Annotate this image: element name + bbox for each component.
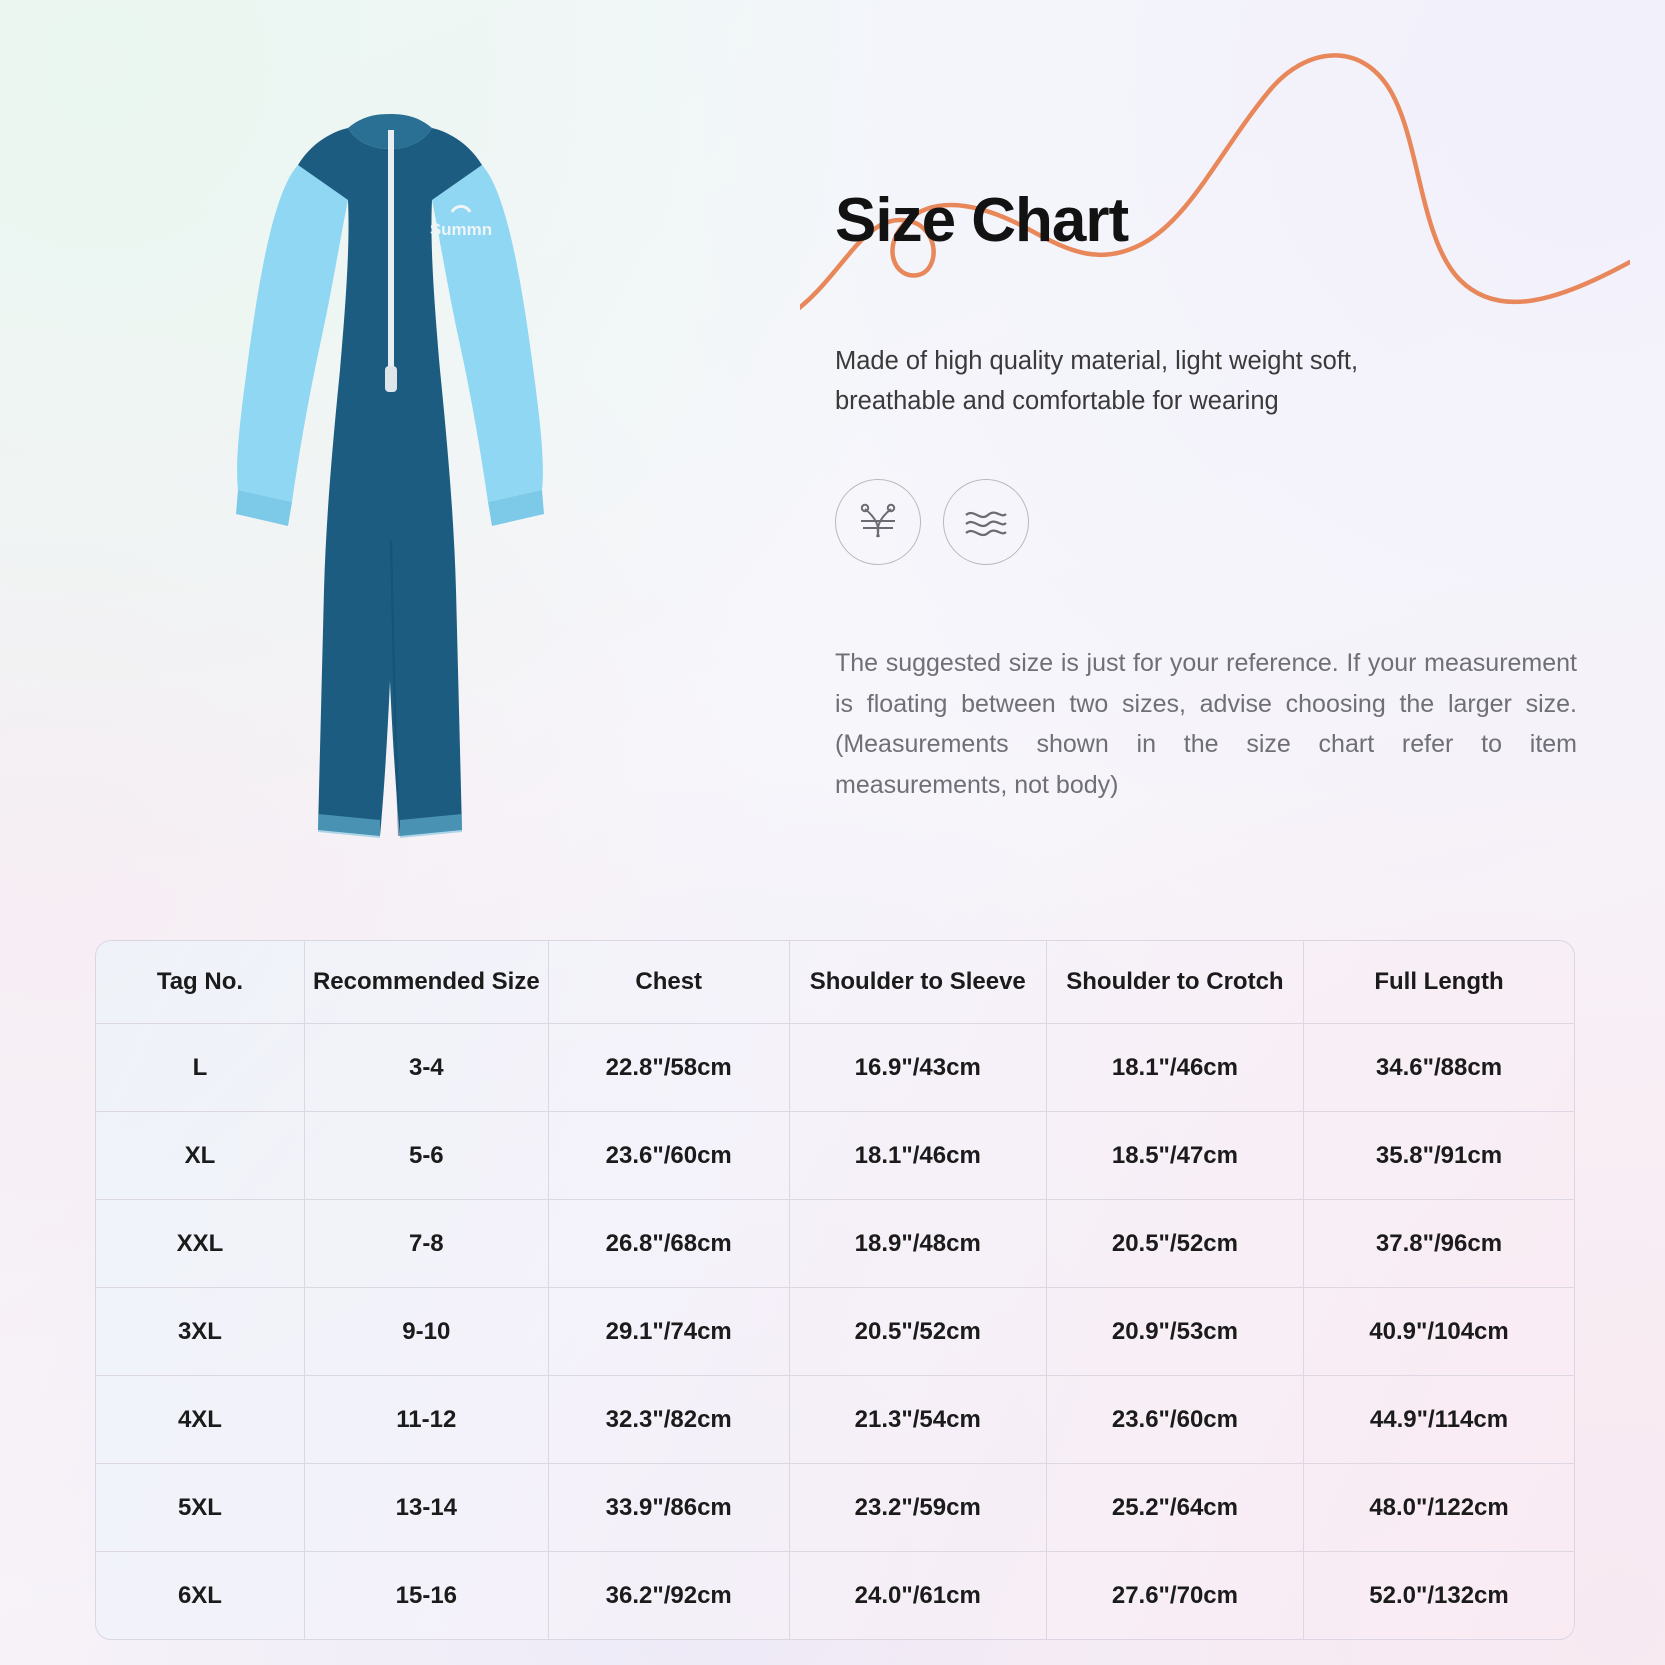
cell-chest: 36.2"/92cm bbox=[548, 1552, 789, 1640]
cell-recommended-size: 5-6 bbox=[304, 1112, 548, 1200]
product-subtitle: Made of high quality material, light weight soft, breathable and comfortable for wearing bbox=[835, 347, 1359, 415]
cell-shoulder-to-sleeve: 24.0"/61cm bbox=[789, 1552, 1046, 1640]
column-header-shoulder-to-sleeve: Shoulder to Sleeve bbox=[789, 941, 1046, 1024]
cell-full-length: 52.0"/132cm bbox=[1369, 1581, 1509, 1609]
cell-shoulder-to-sleeve: 23.2"/59cm bbox=[789, 1464, 1046, 1552]
cell-full-length: 37.8"/96cm bbox=[1304, 1200, 1575, 1288]
cell-shoulder-to-crotch: 23.6"/60cm bbox=[1046, 1376, 1303, 1464]
table-row bbox=[96, 1552, 1574, 1640]
cell-full-length: 48.0"/122cm bbox=[1304, 1464, 1575, 1552]
cell-full-length: 34.6"/88cm bbox=[1304, 1024, 1575, 1112]
column-header-shoulder-to-crotch: Shoulder to Crotch bbox=[1046, 941, 1303, 1024]
cell-full-length: 35.8"/91cm bbox=[1304, 1112, 1575, 1200]
feature-icon-list bbox=[835, 479, 1595, 565]
cell-tag-no: XXL bbox=[96, 1200, 304, 1288]
cell-chest: 33.9"/86cm bbox=[548, 1464, 789, 1552]
cell-chest: 32.3"/82cm bbox=[548, 1376, 789, 1464]
cell-shoulder-to-crotch: 18.1"/46cm bbox=[1046, 1024, 1303, 1112]
cell-tag-no: XL bbox=[96, 1112, 304, 1200]
cell-shoulder-to-crotch: 20.5"/52cm bbox=[1046, 1200, 1303, 1288]
cell-chest: 23.6"/60cm bbox=[548, 1112, 789, 1200]
table-row bbox=[96, 1200, 1574, 1288]
cell-shoulder-to-sleeve: 20.5"/52cm bbox=[789, 1288, 1046, 1376]
stretch-fabric-icon bbox=[835, 479, 921, 565]
table-row bbox=[96, 1376, 1574, 1464]
cell-tag-no: 5XL bbox=[96, 1464, 304, 1552]
quick-dry-water-icon bbox=[943, 479, 1029, 565]
cell-recommended-size: 7-8 bbox=[304, 1200, 548, 1288]
stretch-fabric-glyph bbox=[855, 499, 901, 545]
page-title: Size Chart bbox=[835, 186, 1129, 255]
water-waves-glyph bbox=[963, 505, 1009, 539]
column-header-tag-no: Tag No. bbox=[96, 941, 304, 1024]
cell-full-length: 44.9"/114cm bbox=[1304, 1376, 1575, 1464]
table-row bbox=[96, 1024, 1574, 1112]
table-row bbox=[96, 1288, 1574, 1376]
column-header-chest: Chest bbox=[548, 941, 789, 1024]
cell-recommended-size: 13-14 bbox=[304, 1464, 548, 1552]
cell-chest: 22.8"/58cm bbox=[548, 1024, 789, 1112]
table-header-row bbox=[96, 941, 1574, 1024]
size-note: The suggested size is just for your reference. If your measurement is floating between two sizes, advise choosing the larger size. (Measurements shown in the size chart refer to item measurements, not body) bbox=[835, 649, 1577, 799]
cell-shoulder-to-sleeve: 18.9"/48cm bbox=[789, 1200, 1046, 1288]
cell-shoulder-to-crotch: 27.6"/70cm bbox=[1046, 1552, 1303, 1640]
table-row bbox=[96, 1112, 1574, 1200]
cell-recommended-size: 9-10 bbox=[304, 1288, 548, 1376]
cell-shoulder-to-sleeve: 21.3"/54cm bbox=[789, 1376, 1046, 1464]
cell-shoulder-to-sleeve: 18.1"/46cm bbox=[789, 1112, 1046, 1200]
svg-text:Summn: Summn bbox=[429, 220, 493, 239]
cell-shoulder-to-crotch: 25.2"/64cm bbox=[1046, 1464, 1303, 1552]
cell-tag-no: 6XL bbox=[96, 1552, 304, 1640]
cell-tag-no: 3XL bbox=[96, 1288, 304, 1376]
cell-shoulder-to-crotch: 20.9"/53cm bbox=[1046, 1288, 1303, 1376]
cell-recommended-size: 15-16 bbox=[304, 1552, 548, 1640]
cell-tag-no: L bbox=[96, 1024, 304, 1112]
cell-full-length: 40.9"/104cm bbox=[1304, 1288, 1575, 1376]
cell-chest: 26.8"/68cm bbox=[548, 1200, 789, 1288]
column-header-recommended-size: Recommended Size bbox=[304, 941, 548, 1024]
cell-tag-no: 4XL bbox=[96, 1376, 304, 1464]
info-column bbox=[835, 186, 1595, 830]
column-header-full-length: Full Length bbox=[1304, 941, 1575, 1024]
cell-shoulder-to-crotch: 18.5"/47cm bbox=[1046, 1112, 1303, 1200]
size-chart-table bbox=[95, 940, 1575, 1640]
cell-shoulder-to-sleeve: 16.9"/43cm bbox=[789, 1024, 1046, 1112]
cell-recommended-size: 11-12 bbox=[304, 1376, 548, 1464]
product-image bbox=[180, 70, 600, 870]
cell-recommended-size: 3-4 bbox=[304, 1024, 548, 1112]
cell-chest: 29.1"/74cm bbox=[548, 1288, 789, 1376]
swimsuit-illustration bbox=[180, 70, 600, 870]
table-row bbox=[96, 1464, 1574, 1552]
